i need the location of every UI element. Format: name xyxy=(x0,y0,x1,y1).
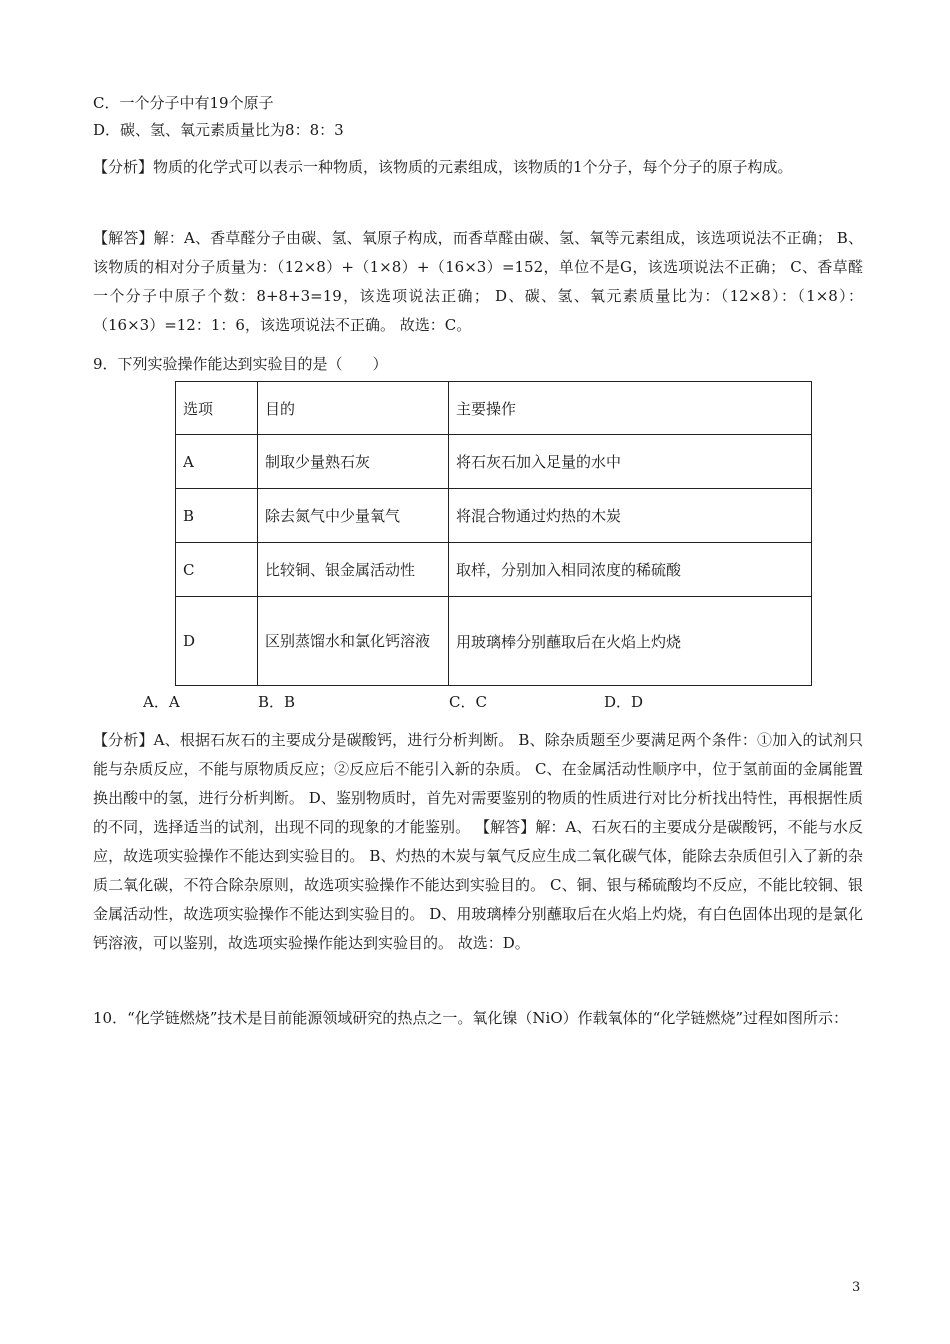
table-cell: D xyxy=(176,597,258,686)
table-cell: C xyxy=(176,543,258,597)
table-row xyxy=(176,435,812,489)
table-cell: 制取少量熟石灰 xyxy=(258,435,449,489)
table-cell: B xyxy=(176,489,258,543)
choice-c: C．C xyxy=(449,693,487,711)
table-cell: 取样，分别加入相同浓度的稀硫酸 xyxy=(449,543,812,597)
table-row xyxy=(176,597,812,686)
q10-question: 10．“化学链燃烧”技术是目前能源领域研究的热点之一。氧化镍（NiO）作载氧体的“化学链燃烧”过程如图所示： xyxy=(93,1009,848,1027)
table-cell: 用玻璃棒分别蘸取后在火焰上灼烧 xyxy=(449,597,812,686)
table-cell: 将石灰石加入足量的水中 xyxy=(449,435,812,489)
header-cell: 目的 xyxy=(258,382,449,435)
table-row xyxy=(176,543,812,597)
choice-d: D．D xyxy=(604,693,644,711)
option-c: C．一个分子中有19个原子 xyxy=(93,94,274,112)
choice-b: B．B xyxy=(258,693,296,711)
options-table xyxy=(175,381,812,686)
table-cell: A xyxy=(176,435,258,489)
q9-analysis: 【分析】A、根据石灰石的主要成分是碳酸钙，进行分析判断。 B、除杂质题至少要满足两个条件：①加入的试剂只能与杂质反应，不能与原物质反应；②反应后不能引入新的杂质。 C、在金属活动性顺序中，位于氢前面的金属能置换出酸中的氢，进行分析判断。 D、鉴别物质时，首先对需要鉴别的物质的性质进行对比分析找出特性，再根据性质的不同，选择适当的试剂，出现不同的现象的才能鉴别。 【解答】解：A、石灰石的主要成分是碳酸钙，不能与水反应，故选项实验操作不能达到实验目的。 B、灼热的木炭与氧气反应生成二氧化碳气体，能除去杂质但引入了新的杂质二氧化碳，不符合除杂原则，故选项实验操作不能达到实验目的。 C、铜、银与稀硫酸均不反应，不能比较铜、银金属活动性，故选项实验操作不能达到实验目的。 D、用玻璃棒分别蘸取后在火焰上灼烧，有白色固体出现的是氯化钙溶液，可以鉴别，故选项实验操作能达到实验目的。 故选：D。 xyxy=(93,731,863,952)
option-d: D．碳、氢、氧元素质量比为8：8：3 xyxy=(93,121,344,139)
table-cell: 比较铜、银金属活动性 xyxy=(258,543,449,597)
choice-a: A．A xyxy=(143,693,180,711)
table-cell: 区别蒸馏水和氯化钙溶液 xyxy=(258,597,449,686)
header-cell: 主要操作 xyxy=(449,382,812,435)
q9-question: 9．下列实验操作能达到实验目的是（ ） xyxy=(93,355,388,373)
table-cell: 除去氮气中少量氧气 xyxy=(258,489,449,543)
q8-analysis: 【分析】物质的化学式可以表示一种物质，该物质的元素组成，该物质的1个分子，每个分子的原子构成。 xyxy=(93,158,793,176)
table-cell: 将混合物通过灼热的木炭 xyxy=(449,489,812,543)
header-cell: 选项 xyxy=(176,382,258,435)
page-number: 3 xyxy=(852,1280,861,1295)
table-row xyxy=(176,489,812,543)
q8-answer: 【解答】解：A、香草醛分子由碳、氢、氧原子构成，而香草醛由碳、氢、氧等元素组成，该选项说法不正确； B、该物质的相对分子质量为：（12×8）+（1×8）+（16×3）=152，单位不是G，该选项说法不正确； C、香草醛一个分子中原子个数：8+8+3=19，该选项说法正确； D、碳、氢、氧元素质量比为：（12×8）：（1×8）：（16×3）=12：1：6，该选项说法不正确。 故选：C。 xyxy=(93,229,863,334)
table-header-row xyxy=(176,382,812,435)
q9-choices xyxy=(93,691,793,711)
